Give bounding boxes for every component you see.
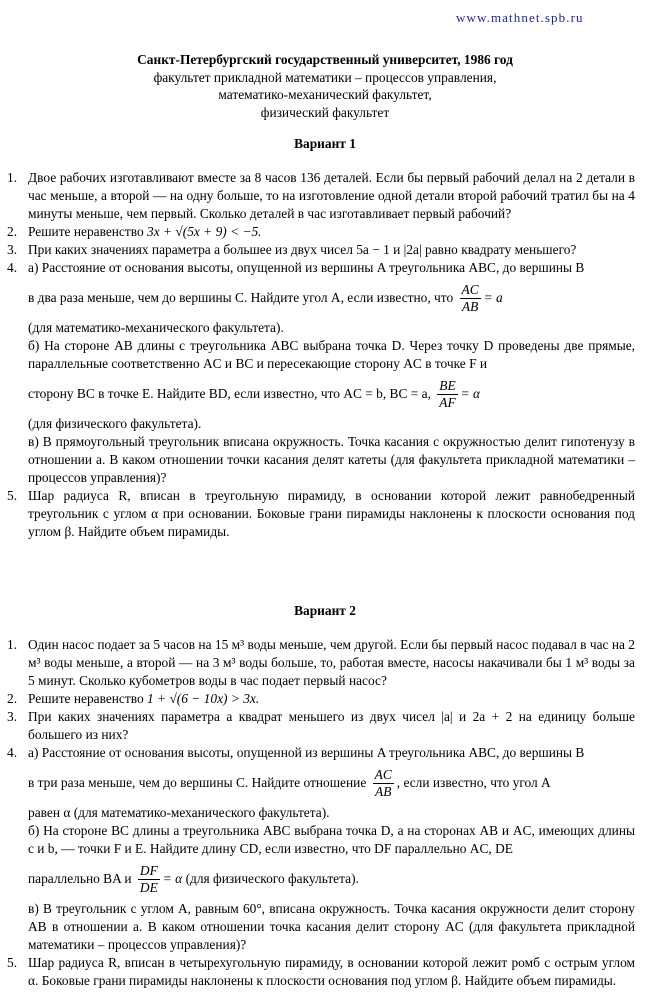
problem-number: 2. [7,224,18,239]
faculty-line-1: факультет прикладной математики – процессов управления, [153,69,497,85]
faculty-line-2: математико-механический факультет, [218,87,432,102]
equation-tail: = a [483,290,503,305]
fraction [138,863,160,896]
part-b-line-3: (для физического факультета). [28,416,202,431]
part-a-line-2 [28,762,635,804]
fraction-denominator: AB [461,299,479,315]
part-a-line-3: равен α (для математико-механического факультета). [28,805,330,820]
part-a-line-2 [28,277,635,319]
part-a-text: в три раза меньше, чем до вершины C. Найдите отношение [28,775,367,790]
problem-text: Решите неравенство [28,224,148,239]
part-a-line-1: а) Расстояние от основания высоты, опущенной из вершины A треугольника ABC, до вершины B [28,260,585,275]
problem-number: 4. [7,260,18,275]
equation-tail: = α [162,871,183,886]
problem-number: 1. [7,637,18,652]
fraction-numerator: AC [461,282,479,298]
part-b-line-1: б) На стороне AB длины c треугольника ABC выбрана точка D. Через точку D проведены две прямые, параллельные соответственно AC и BC и пересекающие сторону AC в точке F и [28,338,635,371]
fraction-denominator: AB [375,784,392,800]
faculty-line-3: физический факультет [260,104,390,120]
problem-3 [7,241,635,259]
problem-text: При каких значениях параметра a квадрат меньшего из двух чисел |a| и 2a + 2 на единицу больше большего из них? [28,709,635,742]
problem-text: Двое рабочих изготавливают вместе за 8 часов 136 деталей. Если бы первый рабочий делал на 2 детали в час меньше, а второй — на одну больше, то на изготовление одной детали второй рабочий тратил бы на 4 минуты меньше, чем первый. Сколько деталей в час изготавливает первый рабочий? [28,170,635,221]
problem-text: Шар радиуса R, вписан в четырехугольную пирамиду, в основании которой лежит ромб с острым углом α. Боковые грани пирамиды наклонены к плоскости основания под углом β. Найдите объем пирамиды. [28,955,635,988]
variant-1-title: Вариант 1 [294,136,356,151]
fraction-denominator: AF [439,395,456,411]
site-url[interactable]: www.mathnet.spb.ru [456,10,584,25]
variant-2-title: Вариант 2 [294,603,356,618]
problem-number: 3. [7,242,18,257]
part-a-line-3: (для математико-механического факультета). [28,320,284,335]
problem-number: 4. [7,745,18,760]
problem-number: 2. [7,691,18,706]
formula: 3x + √(5x + 9) < −5. [147,224,262,239]
problem-1 [7,636,635,690]
problem-text: Решите неравенство [28,691,148,706]
part-c: в) В треугольник с углом A, равным 60°, вписана окружность. Точка касания окружности делит сторону AB в отношении a. В каком отношении точка касания делит сторону AC (для факультета прикладной математики – процессов управления)? [28,901,635,952]
part-a-text: в два раза меньше, чем до вершины C. Найдите угол A, если известно, что [28,290,454,305]
variant-2-problems [7,636,635,990]
problem-4 [7,744,635,954]
fraction [373,767,394,800]
problem-text: Шар радиуса R, вписан в треугольную пирамиду, в основании которой лежит равнобедренный треугольник с углом α при основании. Боковые грани пирамиды наклонены к плоскости основания под углом β. Найдите объем пирамиды. [28,488,635,539]
part-a-line-1: а) Расстояние от основания высоты, опущенной из вершины A треугольника ABC, до вершины B [28,745,585,760]
part-b-line-2 [28,373,635,415]
problem-2 [7,690,635,708]
problem-text: Один насос подает за 5 часов на 15 м³ воды меньше, чем другой. Если бы первый насос подавал в час на 2 м³ воды меньше, а второй — на 3 м³ воды больше, то, работая вместе, насосы накачивали бы 1 м³ воды за 5 минут. Сколько кубометров воды в час подает первый насос? [28,637,635,688]
fraction [460,282,481,315]
fraction-denominator: DE [139,880,158,896]
part-b-text: параллельно BA и [28,871,132,886]
equation-tail: = α [460,386,481,401]
part-b-line-2 [28,858,635,900]
university-title: Санкт-Петербургский государственный университет, 1986 год [137,52,513,67]
part-b-text: сторону BC в точке E. Найдите BD, если известно, что AC = b, BC = a, [28,386,431,401]
fraction [437,378,457,411]
fraction-numerator: DF [139,863,158,879]
part-b-text-tail: (для физического факультета). [185,871,359,886]
fraction-numerator: AC [374,767,392,783]
problem-number: 5. [7,955,18,970]
formula: 1 + √(6 − 10x) > 3x. [147,691,260,706]
problem-4 [7,259,635,487]
part-b-line-1: б) На стороне BC длины a треугольника ABC выбрана точка D, а на сторонах AB и AC, имеющих длины c и b, — точки F и E. Найдите длину CD, если известно, что DF параллельно AC, DE [28,823,635,856]
problem-number: 1. [7,170,18,185]
part-a-text-tail: , если известно, что угол A [396,775,551,790]
part-c: в) В прямоугольный треугольник вписана окружность. Точка касания с окружностью делит гипотенузу в отношении a. В каком отношении точки касания делят катеты (для факультета прикладной математики – процессов управления)? [28,434,635,485]
problem-number: 3. [7,709,18,724]
fraction-numerator: BE [439,378,456,394]
variant-1-problems [7,169,635,541]
problem-3 [7,708,635,744]
problem-5 [7,954,635,990]
problem-5 [7,487,635,541]
problem-2 [7,223,635,241]
problem-1 [7,169,635,223]
problem-number: 5. [7,488,18,503]
document-header [0,51,650,121]
problem-text: При каких значениях параметра a большее из двух чисел 5a − 1 и |2a| равно квадрату меньшего? [28,242,577,257]
